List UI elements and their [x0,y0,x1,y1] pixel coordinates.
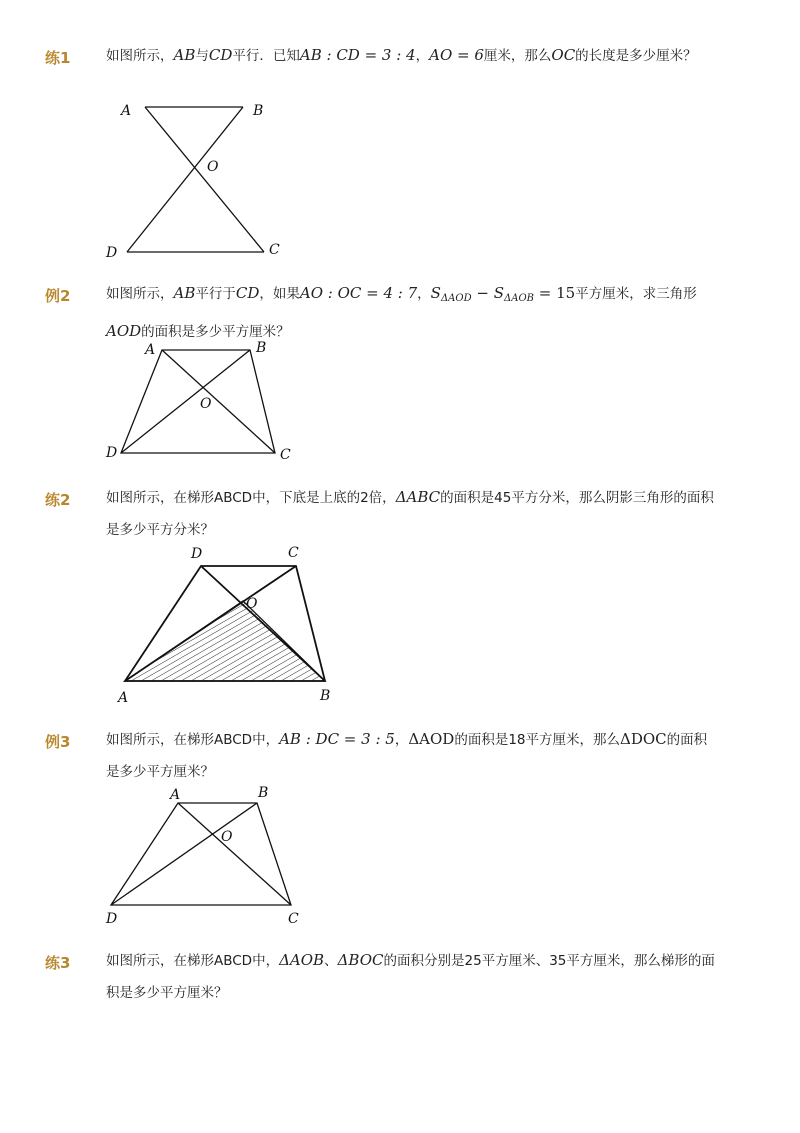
problem-stem: 如图所示，在梯形ABCD中，下底是上底的2倍，ΔABC的面积是45平方分米，那么阴影三角形的面积是多少平方分米？ [106,488,714,538]
vertex-label-d: D [106,445,118,461]
vertex-label-b: B [256,340,267,356]
problem-stem: 如图所示，AB与CD平行．已知AB : CD = 3 : 4，AO = 6厘米，那么OC的长度是多少厘米？ [106,46,697,64]
length-expression: AO = 6 [429,46,484,64]
vertex-label-d: D [191,546,203,562]
vertex-label-a: A [145,342,156,358]
vertex-label-a: A [118,690,129,706]
vertex-label-b: B [258,785,269,801]
trapezoid-outline [111,803,291,905]
vertex-label-c: C [288,545,299,561]
problem-stem: 如图所示，在梯形ABCD中，ΔAOB、ΔBOC的面积分别是25平方厘米、35平方厘米，那么梯形的面积是多少平方厘米？ [106,951,715,1001]
vertex-label-o: O [246,596,258,612]
vertex-label-c: C [288,911,299,927]
vertex-label-o: O [207,159,219,175]
problem-tag: 练2 [45,491,71,509]
problem-tag: 例2 [45,287,71,305]
vertex-label-o: O [200,396,212,412]
vertex-label-d: D [106,245,118,261]
vertex-label-b: B [320,688,331,704]
vertex-label-a: A [170,787,181,803]
vertex-label-c: C [280,447,291,463]
problem-tag: 练3 [45,954,71,972]
ratio-expression: AB : DC = 3 : 5 [279,730,395,748]
problem-stem: 如图所示，在梯形ABCD中，AB : DC = 3 : 5，ΔAOD的面积是18平方厘米，那么ΔDOC的面积是多少平方厘米？ [106,730,708,780]
vertex-label-b: B [253,103,264,119]
ratio-expression: AB : CD = 3 : 4 [299,46,416,64]
problem-tag: 练1 [45,49,71,67]
vertex-label-a: A [121,103,132,119]
ratio-expression: AO : OC = 4 : 7 [299,284,418,302]
problem-stem: 如图所示，AB平行于CD，如果AO : OC = 4 : 7，$S_{\Delta AOD} - S_{\Delta AOB} = 15$平方厘米，求三角形AOD的面积是多少平方厘米？ [106,284,697,340]
problem-tag: 例3 [45,733,71,751]
vertex-label-o: O [221,829,233,845]
vertex-label-c: C [269,242,280,258]
vertex-label-d: D [106,911,118,927]
